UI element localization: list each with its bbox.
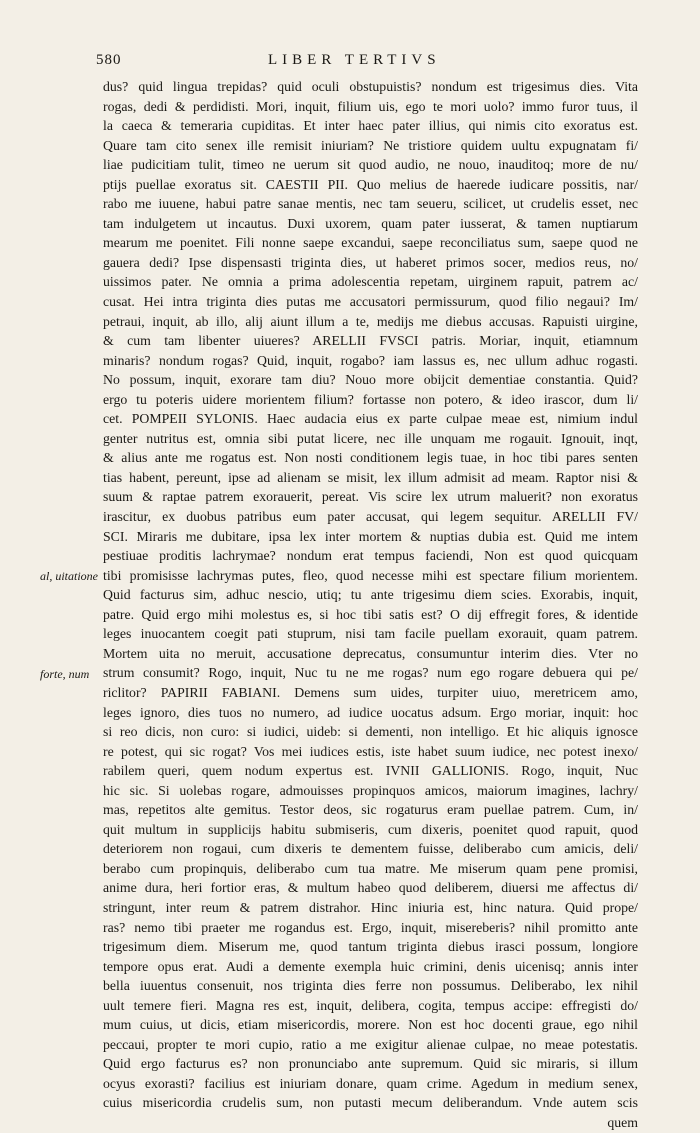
text-line: re potest, qui sic rogat? Vos mei iudices estis, iste habet suum iudice, nec potest inexo/ (103, 743, 638, 759)
text-line: riclitor? PAPIRII FABIANI. Demens sum uides, turpiter uiuo, meretricem amo, (103, 684, 638, 700)
text-line: SCI. Miraris me dubitare, ipsa lex inter mortem & nuptias dubia est. Quid me intem (103, 528, 638, 544)
text-line: minaris? nondum rogas? Quid, inquit, rogabo? iam lassus es, nec ullum adhuc rogasti. (103, 352, 638, 368)
text-line: deteriorem non rogaui, cum dixeris te dementem fuisse, deliberabo cum amicis, deli/ (103, 841, 638, 857)
text-line: & alius ante me rogatus est. Non nosti conditionem legis tuae, in hoc tibi pares senten (103, 450, 638, 466)
text-line: anime dura, heri fortior eras, & multum habeo quod deliberem, diuersi me affectus di/ (103, 880, 638, 896)
text-line: bella iuuentus consenuit, nos triginta dies ferre non possumus. Deliberabo, lex nihil (103, 978, 638, 994)
text-line: petraui, inquit, ab illo, alij aiunt illum a te, medijs me diebus accusas. Rapuisti uirgine, (103, 313, 638, 329)
text-line: ras? nemo tibi praeter me rogandus est. Ergo, inquit, misereberis? nihil promitto ante (103, 919, 638, 935)
text-line: rogas, dedi & perdidisti. Mori, inquit, filium uis, ego te mori uolo? immo furor tuus, il (103, 98, 638, 114)
text-line: stringunt, inter reum & patrem distrahor. Hinc iniuria est, hinc natura. Quid prope/ (103, 899, 638, 915)
text-line: peccaui, propter te mori cupio, ratio a me exigitur alienae culpae, no meae potestatis. (103, 1036, 638, 1052)
text-line: uissimos pater. Ne omnia a prima adolescentia repetam, uirginem rapuit, patrem ac/ (103, 274, 638, 290)
text-line: trigesimum diem. Miserum me, quod tantum triginta diebus irasci possum, longiore (103, 939, 638, 955)
text-line: cuius misericordia crudelis sum, non putasti mecum deliberandum. Vnde autem scis (103, 1095, 638, 1111)
text-line: suum & raptae patrem exorauerit, pereat. Vis scire lex utrum maluerit? non exoratus (103, 489, 638, 505)
text-line: No possum, inquit, exorare tam diu? Nouo more obijcit dementiae constantia. Quid? (103, 372, 638, 388)
text-line: quit multum in supplicijs habitu submiseris, cum dixeris, poenitet quod rapuit, quod (103, 821, 638, 837)
text-line: pestiuae proditis lachrymae? nondum erat tempus faciendi, Non est quod quicquam (103, 548, 638, 564)
text-line: quem (607, 1114, 638, 1130)
text-line: la caeca & temeraria cupiditas. Et inter haec pater illius, qui nimis cito exoratus est. (103, 118, 638, 134)
running-head: LIBER TERTIVS (268, 52, 441, 68)
text-line: genter nutritus est, omnia sibi putat licere, nec ille unquam me rogauit. Ignouit, inqt, (103, 430, 638, 446)
text-line: uult temere fieri. Magna res est, inquit, delibera, cogita, tempus accipe: effregisti do/ (103, 997, 638, 1013)
text-line: cusat. Hei intra triginta dies putas me accusatori permissurum, quod filio negaui? Im/ (103, 294, 638, 310)
text-line: mearum me poenitet. Fili nonne saepe excandui, saepe reconciliatus sum, saepe quod ne (103, 235, 638, 251)
text-line: Quid facturus sim, adhuc nescio, utiq; tu ante trigesimu diem scies. Exorabis, inquit, (103, 587, 638, 603)
text-line: tibi promisisse lachrymas putes, fleo, quod necesse mihi est spectare filium morientem. (103, 567, 638, 583)
text-line: dus? quid lingua trepidas? quid oculi obstupuistis? nondum est trigesimus dies. Vita (103, 79, 638, 94)
margin-note: al, uitatione (40, 569, 98, 583)
text-line: cet. POMPEII SYLONIS. Haec audacia eius ex parte culpae meae est, nimium indul (103, 411, 638, 427)
page-number: 580 (96, 52, 122, 68)
text-line: leges inuocantem coegit pati stuprum, nisi tam facile puellam exorauit, quam patrem. (103, 626, 638, 642)
text-line: strum consumit? Rogo, inquit, Nuc tu ne me rogas? num ego rogare debuera qui pe/ (103, 665, 638, 681)
text-line: gauera dedi? Ipse dispensasti triginta dies, ut haberet primos socer, medios reus, no/ (103, 254, 638, 270)
body-text (103, 77, 638, 1133)
text-line: Mortem uita no meruit, accusatione deprecatus, consumuntur interim dies. Vter no (103, 645, 638, 661)
text-line: mum cuius, ut dicis, etiam misericordis, morere. Non est hoc docenti graue, ego nihil (103, 1017, 638, 1033)
margin-note: forte, num (40, 667, 90, 681)
text-line: tias habent, pereunt, ipse ad alienam se misit, lex illum admisit ad meam. Raptor nisi & (103, 469, 638, 485)
text-line: rabo me iuuene, habui patre sanae mentis, nec tam seueru, scilicet, ut crudelis esset, nec (103, 196, 638, 212)
text-line: rabilem queri, quem nodum expertus est. IVNII GALLIONIS. Rogo, inquit, Nuc (103, 763, 638, 779)
text-line: Quid ergo facturus es? non pronunciabo ante supremum. Quid sic miraris, si illum (103, 1056, 638, 1072)
text-line: mas, repetitos alte gemitus. Testor deos, sic rogaturus eram puellae patrem. Cum, in/ (103, 802, 638, 818)
text-line: ergo tu poteris uidere morientem filium? fortasse non potero, & ideo irascor, dum li/ (103, 391, 638, 407)
text-line: tam indulgetem ut incautus. Duxi uxorem, quam pater iusserat, & tamen nuptiarum (103, 215, 638, 231)
text-line: patre. Quid ergo mihi molestus es, si hoc tibi satis est? O dij effregit fores, & identide (103, 606, 638, 622)
text-line: si reo dicis, non curo: si iudici, uideb: si dementi, non intelligo. Et hic aliquis ignosce (103, 724, 638, 740)
text-line: irascitur, ex duobus patribus eum pater accusat, qui legem sequitur. ARELLII FV/ (103, 509, 638, 525)
text-line: leges ignoro, dies tuos no numero, ad iudice uocatus adsum. Ergo moriar, inquit: hoc (103, 704, 638, 720)
text-line: & cum tam libenter uiueres? ARELLII FVSCI patris. Moriar, inquit, etiamnum (103, 333, 638, 349)
text-line: ptijs puellae exoratus sit. CAESTII PII. Quo melius de haerede iudicare possitis, nar/ (103, 176, 638, 192)
page-header (96, 52, 616, 74)
text-line: tempore opus erat. Audi a demente exempla huic crimini, denis uicenisq; annis inter (103, 958, 638, 974)
text-line: Quare tam cito senex ille remisit iniuriam? Ne tristiore quidem uultu expugnatam fi/ (103, 137, 638, 153)
text-line: hic sic. Si uolebas rogare, admouisses propinquos amicos, maiorum imagines, lachry/ (103, 782, 638, 798)
text-line: liae pudicitiam tulit, timeo ne uerum sit quod audio, ne nouo, inauditoq; more de nu/ (103, 157, 638, 173)
text-line: berabo cum propinquis, deliberabo cum tua matre. Me miserum quam pene promisi, (103, 860, 638, 876)
text-line: ocyus exorasti? facilius est iniuriam donare, quam crime. Agedum in medium senex, (103, 1075, 638, 1091)
